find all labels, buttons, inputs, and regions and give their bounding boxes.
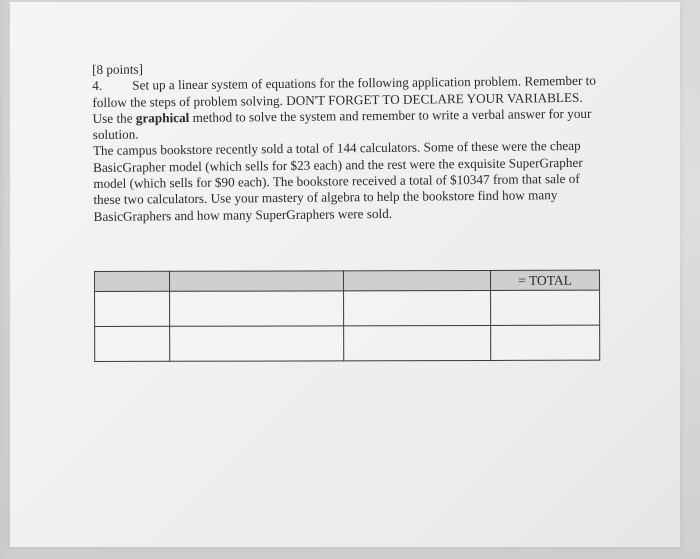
problem-line-6: BasicGrapher model (which sells for $23 each) and the rest were the exquisite SuperGrapher — [93, 154, 583, 175]
total-header-cell[interactable]: = TOTAL — [491, 270, 600, 290]
problem-line-7: model (which sells for $90 each). The bookstore received a total of $10347 from that sale of — [93, 170, 580, 192]
problem-line-9: BasicGraphers and how many SuperGraphers were sold. — [93, 205, 393, 224]
table-cell[interactable] — [491, 325, 600, 360]
table-cell[interactable] — [169, 291, 344, 326]
table-cell[interactable] — [95, 291, 170, 326]
graphical-keyword: graphical — [135, 109, 190, 126]
header-cell[interactable] — [344, 270, 491, 290]
table-header-row — [95, 270, 600, 291]
problem-instruction-1: Set up a linear system of equations for the following application problem. Remember to — [132, 73, 596, 93]
problem-line-8: these two calculators. Use your mastery of algebra to help the bookstore find how many — [93, 187, 558, 208]
problem-line-3-post: method to solve the system and remember to write a verbal answer for your — [189, 105, 592, 125]
problem-line-5: The campus bookstore recently sold a total of 144 calculators. Some of these were the cheap — [92, 138, 581, 159]
points-label: [8 points] — [92, 61, 144, 77]
problem-line-3-pre: Use the — [92, 110, 136, 126]
header-cell[interactable] — [95, 271, 170, 291]
table-cell[interactable] — [344, 290, 491, 325]
table-cell[interactable] — [491, 290, 600, 325]
header-cell[interactable] — [169, 271, 344, 291]
table-row — [95, 325, 600, 361]
table-cell[interactable] — [169, 326, 344, 361]
table-row — [95, 290, 600, 326]
problem-line-2: follow the steps of problem solving. DON'T FORGET TO DECLARE YOUR VARIABLES. — [92, 89, 583, 110]
table-cell[interactable] — [344, 325, 491, 360]
worksheet-table — [94, 270, 600, 362]
problem-text — [92, 56, 624, 225]
problem-line-4: solution. — [92, 126, 139, 143]
table-cell[interactable] — [95, 326, 170, 361]
problem-number: 4. — [92, 78, 103, 94]
